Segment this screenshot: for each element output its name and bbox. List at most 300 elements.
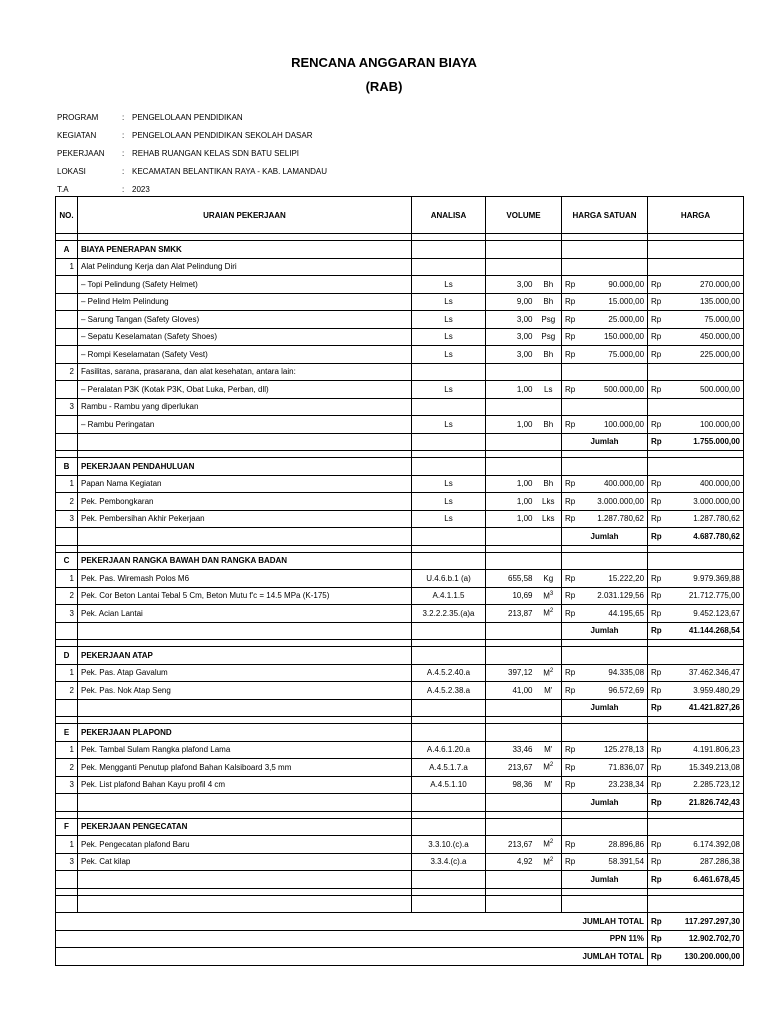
cell-currency: Rp: [648, 682, 666, 700]
cell-no: 3: [56, 853, 78, 871]
unit-text: M: [543, 857, 550, 867]
cell-currency: Rp: [562, 853, 580, 871]
table-row: [56, 776, 744, 794]
cell-analisa: Ls: [412, 510, 486, 528]
project-info: [57, 108, 327, 199]
cell-analisa: [412, 724, 486, 742]
subsection-title: Rambu - Rambu yang diperlukan: [78, 398, 412, 416]
cell-volume: [486, 433, 562, 451]
cell-unit: [536, 776, 562, 794]
cell-analisa: Ls: [412, 328, 486, 346]
total-value: 130.200.000,00: [666, 948, 744, 966]
cell-currency: Rp: [648, 311, 666, 329]
info-colon: :: [122, 148, 125, 158]
cell-harga: 100.000,00: [666, 416, 744, 434]
info-label: PROGRAM: [57, 112, 99, 122]
cell-harga: 135.000,00: [666, 293, 744, 311]
cell-uraian: [78, 545, 412, 552]
cell-analisa: Ls: [412, 276, 486, 294]
cell-currency: Rp: [648, 528, 666, 546]
cell-harga-satuan: 75.000,00: [580, 346, 648, 364]
jumlah-value: 41.421.827,26: [666, 699, 744, 717]
table-row: [56, 759, 744, 777]
cell-analisa: [412, 895, 486, 913]
cell-harga-satuan: 2.031.129,56: [580, 587, 648, 605]
cell-currency: Rp: [648, 948, 666, 966]
cell-analisa: Ls: [412, 493, 486, 511]
cell-currency: Rp: [648, 871, 666, 889]
cell-harga-satuan: [562, 818, 648, 836]
cell-volume: 10,69: [486, 587, 536, 605]
cell-analisa: [412, 647, 486, 665]
cell-harga: 450.000,00: [666, 328, 744, 346]
cell-analisa: A.4.6.1.20.a: [412, 741, 486, 759]
cell-no: 1: [56, 836, 78, 854]
subsection-row: [56, 258, 744, 276]
cell-currency: Rp: [562, 836, 580, 854]
unit-text: M: [543, 609, 550, 619]
jumlah-label: Jumlah: [562, 871, 648, 889]
cell-volume: 655,58: [486, 570, 536, 588]
cell-volume: [486, 888, 562, 895]
cell-volume: [486, 640, 562, 647]
cell-volume: [486, 363, 562, 381]
table-row: [56, 853, 744, 871]
cell-no: 2: [56, 759, 78, 777]
unit-text: Psg: [541, 314, 556, 324]
cell-uraian: – Topi Pelindung (Safety Helmet): [78, 276, 412, 294]
cell-analisa: A.4.5.2.38.a: [412, 682, 486, 700]
empty-row: [56, 811, 744, 818]
cell-volume: [486, 724, 562, 742]
empty-row: [56, 640, 744, 647]
cell-analisa: [412, 258, 486, 276]
cell-no: A: [56, 241, 78, 259]
cell-currency: Rp: [648, 913, 666, 931]
cell-volume: [486, 458, 562, 476]
cell-volume: [486, 717, 562, 724]
cell-uraian: [78, 234, 412, 241]
cell-currency: Rp: [648, 433, 666, 451]
unit-exponent: 2: [549, 762, 554, 769]
section-row: [56, 818, 744, 836]
cell-harga-satuan: 58.391,54: [580, 853, 648, 871]
table-row: [56, 416, 744, 434]
cell-uraian: Pek. Pengecatan plafond Baru: [78, 836, 412, 854]
jumlah-row: [56, 528, 744, 546]
cell-currency: Rp: [648, 930, 666, 948]
cell-unit: [536, 682, 562, 700]
unit-text: Ls: [544, 384, 553, 394]
unit-text: M: [543, 591, 550, 601]
cell-unit: [536, 416, 562, 434]
rab-table: [55, 196, 744, 966]
cell-analisa: [412, 811, 486, 818]
subsection-row: [56, 398, 744, 416]
unit-text: Bh: [543, 279, 554, 289]
section-row: [56, 552, 744, 570]
cell-currency: Rp: [648, 794, 666, 812]
cell-harga: 3.000.000,00: [666, 493, 744, 511]
info-colon: :: [122, 185, 125, 195]
cell-analisa: Ls: [412, 293, 486, 311]
cell-harga-satuan: 94.335,08: [580, 664, 648, 682]
cell-no: [56, 717, 78, 724]
cell-analisa: Ls: [412, 346, 486, 364]
info-value: PENGELOLAAN PENDIDIKAN: [132, 112, 243, 122]
cell-currency: Rp: [648, 276, 666, 294]
cell-currency: Rp: [648, 381, 666, 399]
unit-text: M': [544, 780, 553, 790]
cell-harga-satuan: 28.896,86: [580, 836, 648, 854]
cell-uraian: – Peralatan P3K (Kotak P3K, Obat Luka, Perban, dll): [78, 381, 412, 399]
cell-currency: Rp: [648, 475, 666, 493]
cell-no: [56, 888, 78, 895]
cell-no: [56, 699, 78, 717]
cell-uraian: – Rambu Peringatan: [78, 416, 412, 434]
cell-analisa: Ls: [412, 416, 486, 434]
empty-row: [56, 545, 744, 552]
unit-text: M: [543, 668, 550, 678]
cell-no: [56, 794, 78, 812]
cell-no: [56, 640, 78, 647]
cell-no: C: [56, 552, 78, 570]
cell-no: [56, 433, 78, 451]
cell-volume: [486, 241, 562, 259]
cell-no: 1: [56, 475, 78, 493]
grand-total-row: [56, 913, 744, 931]
info-row-program: [57, 108, 327, 126]
unit-text: Lks: [542, 514, 555, 524]
cell-harga-satuan: 150.000,00: [580, 328, 648, 346]
cell-analisa: 3.2.2.2.35.(a)a: [412, 605, 486, 623]
cell-volume: [486, 647, 562, 665]
cell-no: [56, 381, 78, 399]
subsection-row: [56, 363, 744, 381]
jumlah-label: Jumlah: [562, 433, 648, 451]
cell-uraian: [78, 622, 412, 640]
info-value: PENGELOLAAN PENDIDIKAN SEKOLAH DASAR: [132, 130, 313, 140]
cell-currency: Rp: [648, 510, 666, 528]
cell-unit: [536, 759, 562, 777]
cell-harga-satuan: [562, 724, 648, 742]
cell-currency: Rp: [562, 510, 580, 528]
cell-analisa: [412, 871, 486, 889]
cell-harga: 400.000,00: [666, 475, 744, 493]
cell-harga-satuan: [562, 458, 648, 476]
cell-no: 1: [56, 664, 78, 682]
empty-row: [56, 717, 744, 724]
cell-harga: 2.285.723,12: [666, 776, 744, 794]
cell-no: 1: [56, 258, 78, 276]
cell-analisa: [412, 451, 486, 458]
cell-volume: [486, 398, 562, 416]
cell-unit: [536, 853, 562, 871]
cell-harga-satuan: 90.000,00: [580, 276, 648, 294]
jumlah-row: [56, 871, 744, 889]
header-volume: VOLUME: [486, 197, 562, 234]
cell-uraian: Pek. List plafond Bahan Kayu profil 4 cm: [78, 776, 412, 794]
table-row: [56, 682, 744, 700]
cell-volume: 1,00: [486, 475, 536, 493]
cell-harga-satuan: 100.000,00: [580, 416, 648, 434]
cell-volume: 98,36: [486, 776, 536, 794]
cell-harga: [648, 451, 744, 458]
cell-uraian: [78, 811, 412, 818]
unit-text: Psg: [541, 332, 556, 342]
cell-harga: [648, 647, 744, 665]
unit-exponent: 2: [549, 839, 554, 846]
cell-volume: 397,12: [486, 664, 536, 682]
document-subtitle: (RAB): [365, 79, 403, 94]
empty-row: [56, 234, 744, 241]
cell-analisa: [412, 363, 486, 381]
table-header-row: [56, 197, 744, 234]
cell-currency: Rp: [562, 587, 580, 605]
info-label: PEKERJAAN: [57, 148, 105, 158]
cell-uraian: Pek. Pembongkaran: [78, 493, 412, 511]
cell-unit: [536, 346, 562, 364]
table-row: [56, 293, 744, 311]
table-row: [56, 311, 744, 329]
cell-harga: [648, 363, 744, 381]
table-row: [56, 475, 744, 493]
cell-currency: Rp: [648, 605, 666, 623]
unit-text: Bh: [543, 419, 554, 429]
section-row: [56, 724, 744, 742]
cell-analisa: 3.3.10.(c).a: [412, 836, 486, 854]
jumlah-row: [56, 699, 744, 717]
cell-harga: [648, 888, 744, 895]
cell-no: 2: [56, 682, 78, 700]
section-row: [56, 458, 744, 476]
section-title: BIAYA PENERAPAN SMKK: [78, 241, 412, 259]
jumlah-value: 1.755.000,00: [666, 433, 744, 451]
unit-text: M': [544, 685, 553, 695]
cell-currency: Rp: [648, 664, 666, 682]
cell-harga: 21.712.775,00: [666, 587, 744, 605]
cell-harga: 287.286,38: [666, 853, 744, 871]
cell-harga-satuan: 96.572,69: [580, 682, 648, 700]
info-value: KECAMATAN BELANTIKAN RAYA - KAB. LAMANDAU: [132, 167, 328, 177]
cell-volume: [486, 811, 562, 818]
cell-uraian: – Sarung Tangan (Safety Gloves): [78, 311, 412, 329]
section-title: PEKERJAAN PENDAHULUAN: [78, 458, 412, 476]
cell-uraian: – Rompi Keselamatan (Safety Vest): [78, 346, 412, 364]
cell-uraian: [78, 699, 412, 717]
cell-uraian: [78, 888, 412, 895]
unit-exponent: 2: [549, 608, 554, 615]
cell-volume: 3,00: [486, 328, 536, 346]
jumlah-value: 6.461.678,45: [666, 871, 744, 889]
cell-uraian: [78, 717, 412, 724]
cell-no: 1: [56, 570, 78, 588]
unit-exponent: 2: [549, 856, 554, 863]
cell-uraian: [78, 451, 412, 458]
cell-no: [56, 451, 78, 458]
unit-text: Bh: [543, 479, 554, 489]
cell-analisa: [412, 552, 486, 570]
cell-currency: Rp: [648, 853, 666, 871]
cell-volume: 3,00: [486, 276, 536, 294]
cell-analisa: A.4.5.1.10: [412, 776, 486, 794]
cell-uraian: [78, 895, 412, 913]
cell-currency: Rp: [562, 328, 580, 346]
table-row: [56, 493, 744, 511]
total-value: 117.297.297,30: [666, 913, 744, 931]
cell-no: B: [56, 458, 78, 476]
cell-no: [56, 311, 78, 329]
cell-unit: [536, 587, 562, 605]
cell-no: [56, 811, 78, 818]
cell-no: 3: [56, 398, 78, 416]
cell-currency: Rp: [648, 346, 666, 364]
section-title: PEKERJAAN ATAP: [78, 647, 412, 665]
cell-harga: 500.000,00: [666, 381, 744, 399]
subsection-title: Alat Pelindung Kerja dan Alat Pelindung Diri: [78, 258, 412, 276]
jumlah-row: [56, 794, 744, 812]
cell-harga: 9.452.123,67: [666, 605, 744, 623]
cell-harga-satuan: 500.000,00: [580, 381, 648, 399]
cell-volume: 1,00: [486, 510, 536, 528]
unit-exponent: 3: [549, 590, 554, 597]
unit-text: Bh: [543, 297, 554, 307]
total-label: PPN 11%: [56, 930, 648, 948]
cell-currency: Rp: [648, 570, 666, 588]
cell-volume: [486, 818, 562, 836]
jumlah-row: [56, 433, 744, 451]
cell-harga-satuan: [562, 398, 648, 416]
cell-harga-satuan: 400.000,00: [580, 475, 648, 493]
cell-currency: Rp: [562, 381, 580, 399]
cell-no: [56, 895, 78, 913]
cell-harga-satuan: [562, 545, 648, 552]
cell-volume: 3,00: [486, 311, 536, 329]
total-label: JUMLAH TOTAL: [56, 948, 648, 966]
table-row: [56, 328, 744, 346]
cell-harga: 4.191.806,23: [666, 741, 744, 759]
cell-currency: Rp: [648, 759, 666, 777]
cell-harga: [648, 241, 744, 259]
subsection-title: Fasilitas, sarana, prasarana, dan alat kesehatan, antara lain:: [78, 363, 412, 381]
cell-harga-satuan: 71.836,07: [580, 759, 648, 777]
cell-harga-satuan: [562, 640, 648, 647]
cell-no: [56, 276, 78, 294]
cell-harga-satuan: [562, 258, 648, 276]
cell-analisa: [412, 622, 486, 640]
cell-volume: 1,00: [486, 416, 536, 434]
section-title: PEKERJAAN RANGKA BAWAH DAN RANGKA BADAN: [78, 552, 412, 570]
cell-volume: 213,67: [486, 759, 536, 777]
cell-analisa: [412, 433, 486, 451]
header-analisa: ANALISA: [412, 197, 486, 234]
cell-currency: Rp: [562, 759, 580, 777]
cell-harga-satuan: [562, 234, 648, 241]
cell-analisa: Ls: [412, 381, 486, 399]
empty-row: [56, 451, 744, 458]
jumlah-value: 21.826.742,43: [666, 794, 744, 812]
cell-harga-satuan: 44.195,65: [580, 605, 648, 623]
cell-unit: [536, 276, 562, 294]
unit-text: M: [543, 840, 550, 850]
cell-harga: [648, 724, 744, 742]
cell-no: 1: [56, 741, 78, 759]
cell-currency: Rp: [562, 346, 580, 364]
cell-currency: Rp: [648, 836, 666, 854]
cell-unit: [536, 493, 562, 511]
cell-harga: [648, 895, 744, 913]
cell-unit: [536, 664, 562, 682]
cell-harga-satuan: [562, 888, 648, 895]
cell-no: [56, 528, 78, 546]
cell-harga-satuan: 15.222,20: [580, 570, 648, 588]
cell-no: [56, 545, 78, 552]
unit-text: M': [544, 745, 553, 755]
cell-harga: [648, 640, 744, 647]
section-row: [56, 241, 744, 259]
cell-currency: Rp: [562, 276, 580, 294]
cell-harga-satuan: [562, 811, 648, 818]
info-colon: :: [122, 130, 125, 140]
cell-harga: 9.979.369,88: [666, 570, 744, 588]
cell-no: [56, 293, 78, 311]
jumlah-row: [56, 622, 744, 640]
cell-currency: Rp: [562, 475, 580, 493]
cell-volume: [486, 234, 562, 241]
cell-currency: Rp: [648, 493, 666, 511]
cell-harga-satuan: [562, 647, 648, 665]
cell-analisa: U.4.6.b.1 (a): [412, 570, 486, 588]
cell-harga-satuan: 1.287.780,62: [580, 510, 648, 528]
info-row-pekerjaan: [57, 144, 327, 162]
cell-unit: [536, 605, 562, 623]
cell-currency: Rp: [562, 293, 580, 311]
cell-currency: Rp: [648, 741, 666, 759]
cell-harga: [648, 458, 744, 476]
cell-uraian: Papan Nama Kegiatan: [78, 475, 412, 493]
header-harga: HARGA: [648, 197, 744, 234]
cell-harga: 3.959.480,29: [666, 682, 744, 700]
cell-no: [56, 622, 78, 640]
table-row: [56, 664, 744, 682]
table-row: [56, 346, 744, 364]
cell-currency: Rp: [562, 776, 580, 794]
cell-volume: [486, 528, 562, 546]
cell-analisa: [412, 818, 486, 836]
cell-no: 3: [56, 776, 78, 794]
cell-currency: Rp: [562, 741, 580, 759]
cell-analisa: [412, 234, 486, 241]
cell-analisa: A.4.5.1.7.a: [412, 759, 486, 777]
cell-harga-satuan: [562, 363, 648, 381]
cell-unit: [536, 475, 562, 493]
cell-harga-satuan: 23.238,34: [580, 776, 648, 794]
table-row: [56, 381, 744, 399]
header-harga-satuan: HARGA SATUAN: [562, 197, 648, 234]
cell-currency: Rp: [648, 416, 666, 434]
rab-body: [56, 234, 744, 966]
cell-harga: [648, 258, 744, 276]
cell-harga: [648, 398, 744, 416]
cell-no: [56, 416, 78, 434]
cell-uraian: – Pelind Helm Pelindung: [78, 293, 412, 311]
cell-currency: Rp: [562, 416, 580, 434]
cell-uraian: Pek. Cat kilap: [78, 853, 412, 871]
cell-analisa: 3.3.4.(c).a: [412, 853, 486, 871]
cell-harga: 75.000,00: [666, 311, 744, 329]
cell-uraian: [78, 640, 412, 647]
cell-harga-satuan: [562, 451, 648, 458]
